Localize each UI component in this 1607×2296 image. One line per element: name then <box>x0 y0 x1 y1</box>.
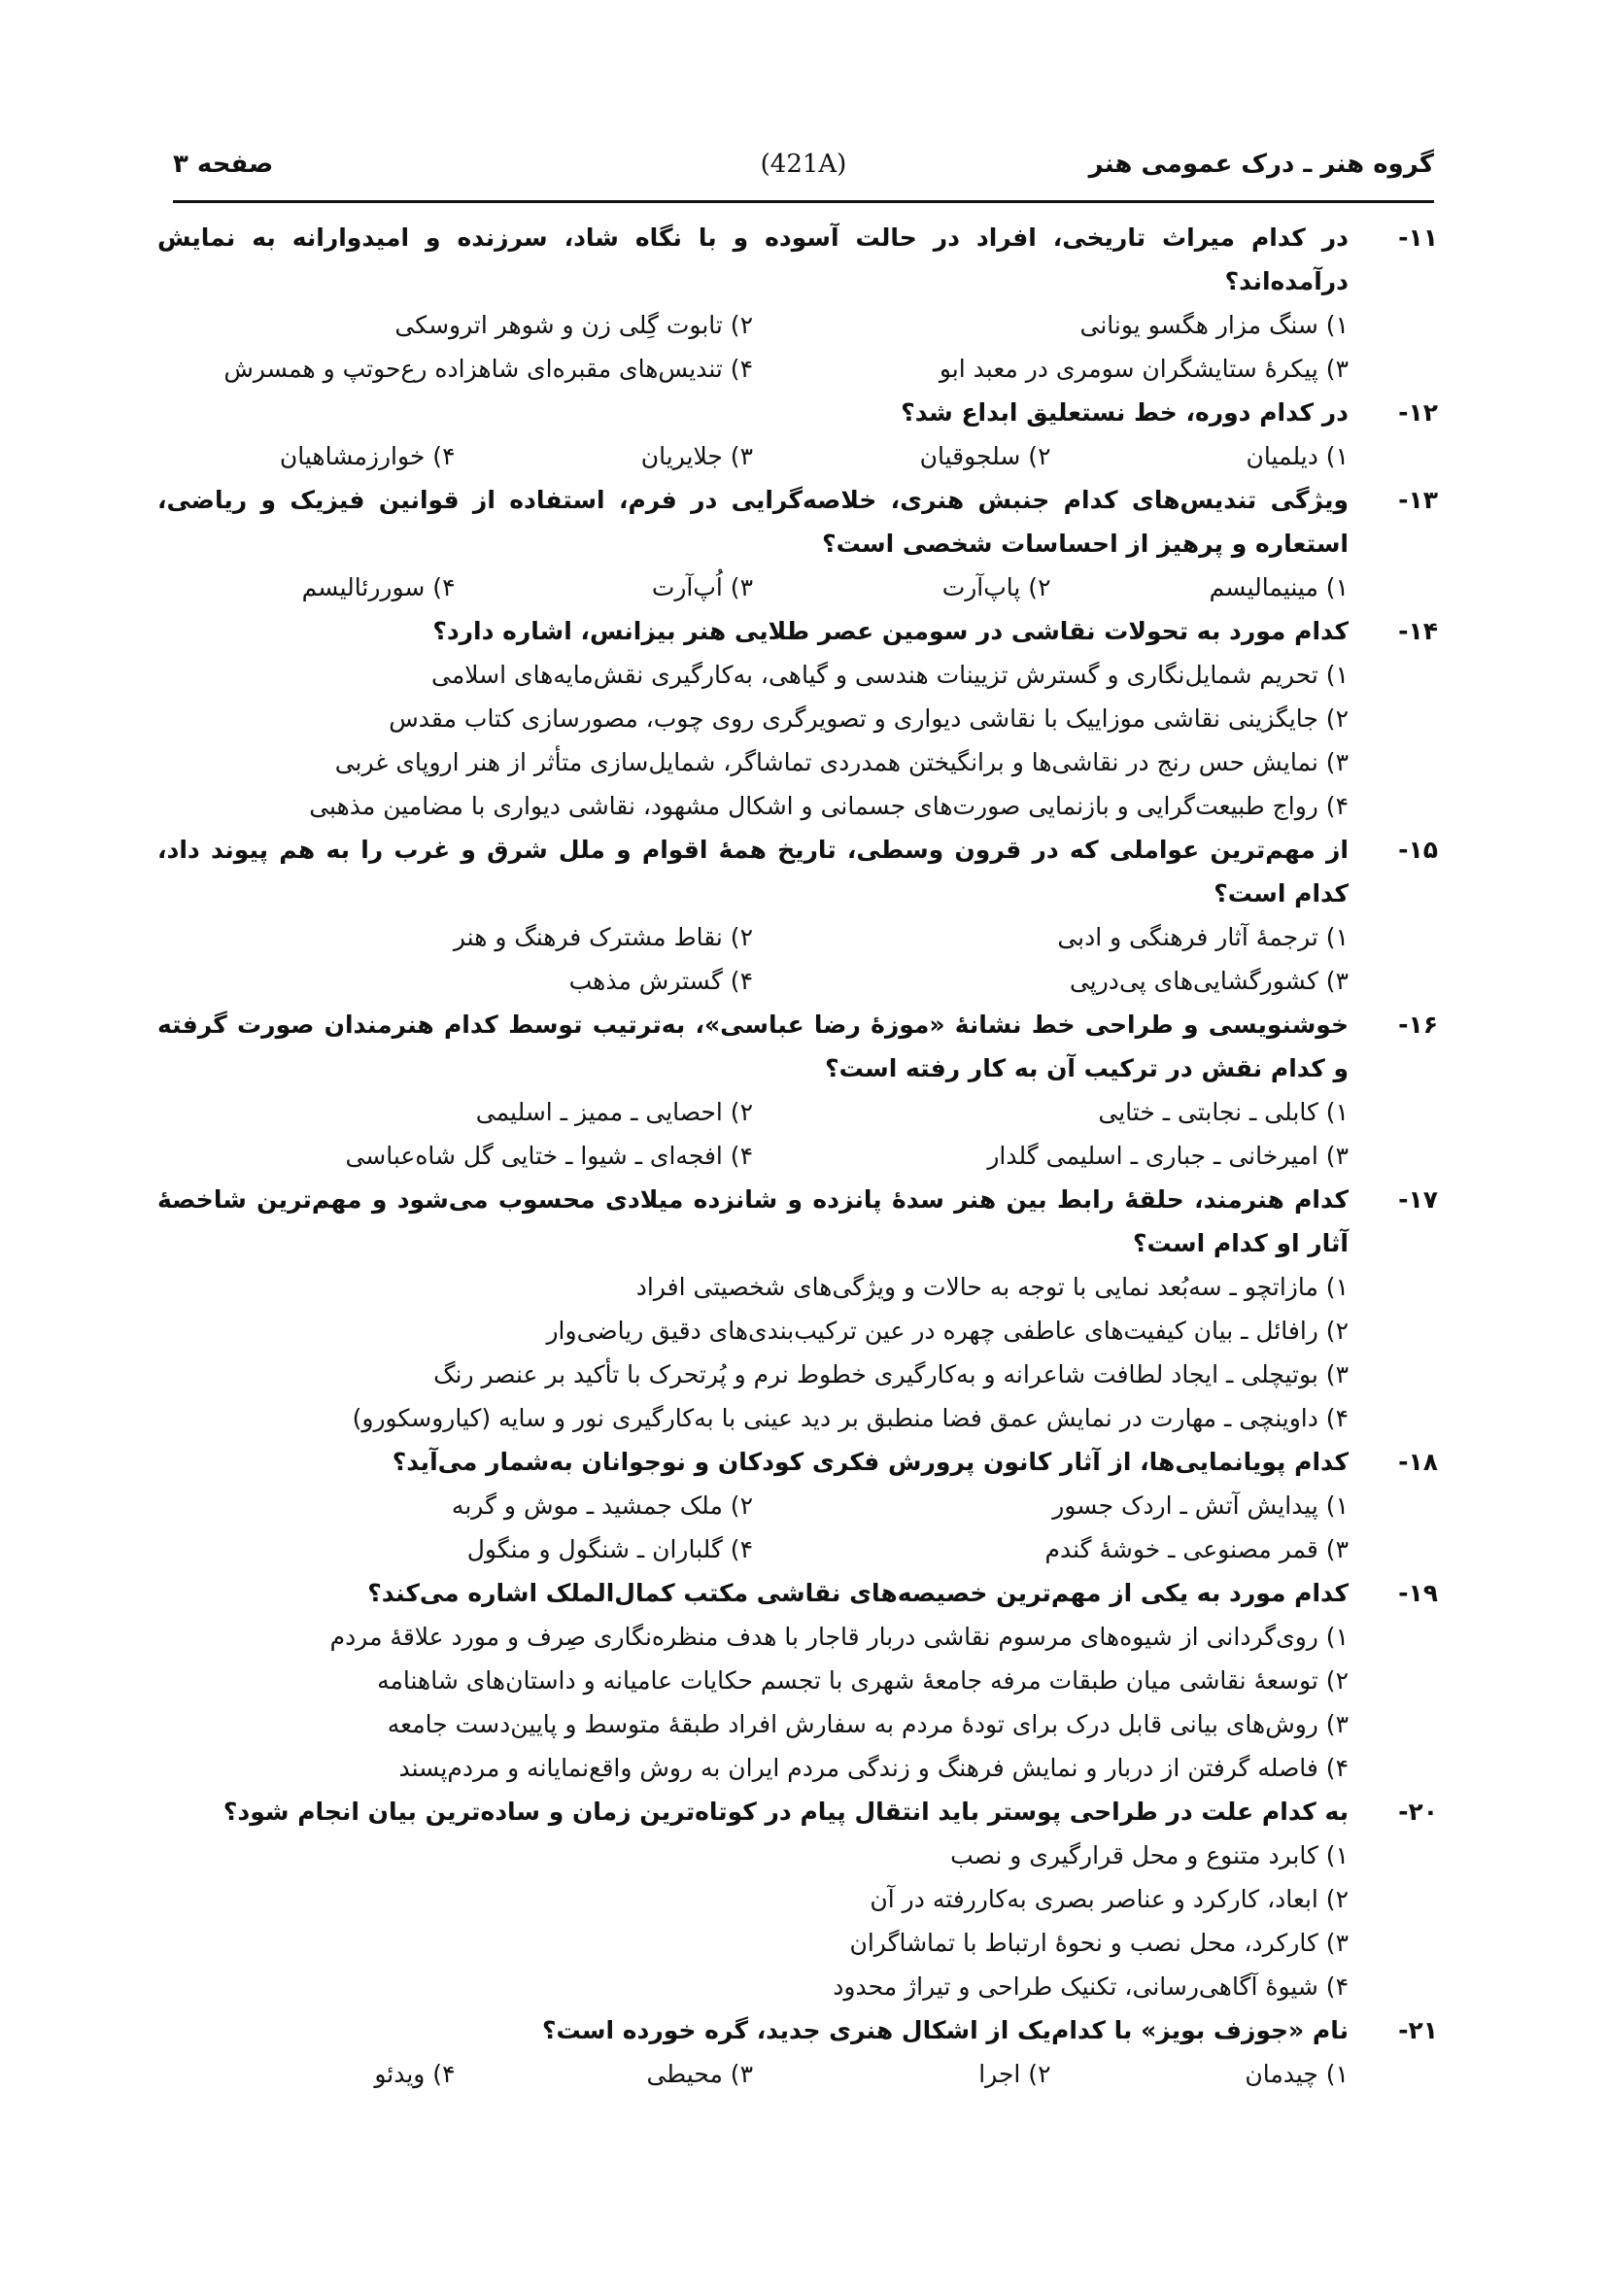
question-text: نام «جوزف بویز» با کدام‌یک از اشکال هنری جدید، گره خورده است؟ <box>541 2016 1349 2044</box>
option-1[interactable]: ۱) پیدایش آتش ـ اردک جسور <box>1052 1491 1349 1520</box>
option-2[interactable]: ۲) سلجوقیان <box>919 442 1051 470</box>
option-4[interactable]: ۴) تندیس‌های مقبره‌ای شاهزاده رع‌حوتپ و همسرش <box>223 355 753 383</box>
question-11 <box>157 216 1438 391</box>
option-4[interactable]: ۴) فاصله گرفتن از دربار و نمایش فرهنگ و زندگی مردم ایران به روش واقع‌نمایانه و مردم‌پسند <box>398 1754 1349 1782</box>
option-3[interactable]: ۳) امیرخانی ـ جباری ـ اسلیمی گلدار <box>987 1142 1349 1170</box>
option-2[interactable]: ۲) پاپ‌آرت <box>941 573 1051 601</box>
options <box>157 303 1349 391</box>
option-2[interactable]: ۲) رافائل ـ بیان کیفیت‌های عاطفی چهره در عین ترکیب‌بندی‌های دقیق ریاضی‌وار <box>546 1317 1349 1345</box>
question-14 <box>157 609 1438 828</box>
option-2[interactable]: ۲) توسعهٔ نقاشی میان طبقات مرفه جامعهٔ شهری با تجسم حکایات عامیانه و داستان‌های شاهنامه <box>377 1666 1349 1695</box>
booklet-code: (421A) <box>760 150 847 179</box>
question-number: ۱۹- <box>1398 1579 1438 1607</box>
questions-list <box>157 216 1438 2096</box>
option-4[interactable]: ۴) گسترش مذهب <box>568 967 753 995</box>
exam-group-title: گروه هنر ـ درک عمومی هنر <box>1088 150 1434 179</box>
question-number: ۲۱- <box>1398 2016 1438 2044</box>
options <box>157 1833 1349 2008</box>
options <box>157 565 1349 609</box>
option-4[interactable]: ۴) داوینچی ـ مهارت در نمایش عمق فضا منطبق بر دید عینی با به‌کارگیری نور و سایه (کیاروسکورو) <box>352 1404 1349 1432</box>
option-1[interactable]: ۱) روی‌گردانی از شیوه‌های مرسوم نقاشی دربار قاجار با هدف منظره‌نگاری صِرف و مورد علاقهٔ مردم <box>329 1623 1349 1651</box>
option-2[interactable]: ۲) تابوت گِلی زن و شوهر اتروسکی <box>394 311 753 339</box>
header-divider <box>173 200 1434 203</box>
option-1[interactable]: ۱) دیلمیان <box>1246 442 1349 470</box>
question-number: ۱۲- <box>1398 398 1438 427</box>
option-1[interactable]: ۱) سنگ مزار هگسو یونانی <box>1079 311 1349 339</box>
question-number: ۱۱- <box>1398 223 1438 252</box>
option-3[interactable]: ۳) قمر مصنوعی ـ خوشهٔ گندم <box>1044 1535 1349 1563</box>
option-1[interactable]: ۱) کابرد متنوع و محل قرارگیری و نصب <box>950 1841 1349 1869</box>
option-4[interactable]: ۴) ویدئو <box>374 2060 456 2088</box>
question-text: در کدام دوره، خط نستعلیق ابداع شد؟ <box>901 398 1349 427</box>
options <box>157 1265 1349 1440</box>
options <box>157 915 1349 1003</box>
question-number: ۲۰- <box>1398 1798 1438 1826</box>
question-18 <box>157 1440 1438 1571</box>
option-3[interactable]: ۳) جلایریان <box>640 442 753 470</box>
option-1[interactable]: ۱) تحریم شمایل‌نگاری و گسترش تزیینات هندسی و گیاهی، به‌کارگیری نقش‌مایه‌های اسلامی <box>431 661 1349 689</box>
option-3[interactable]: ۳) کشورگشایی‌های پی‌درپی <box>1069 967 1349 995</box>
question-21 <box>157 2008 1438 2096</box>
question-number: ۱۷- <box>1398 1185 1438 1214</box>
option-4[interactable]: ۴) رواج طبیعت‌گرایی و بازنمایی صورت‌های جسمانی و اشکال مشهود، نقاشی دیواری با مضامین مذهبی <box>309 792 1349 820</box>
options <box>157 1090 1349 1178</box>
option-1[interactable]: ۱) مینیمالیسم <box>1209 573 1349 601</box>
question-17 <box>157 1178 1438 1440</box>
options <box>157 1615 1349 1790</box>
option-2[interactable]: ۲) ملک جمشید ـ موش و گربه <box>451 1491 753 1520</box>
option-3[interactable]: ۳) بوتیچلی ـ ایجاد لطافت شاعرانه و به‌کارگیری خطوط نرم و پُرتحرک با تأکید بر عنصر رنگ <box>433 1360 1349 1388</box>
option-2[interactable]: ۲) نقاط مشترک فرهنگ و هنر <box>453 923 753 951</box>
question-number: ۱۳- <box>1398 486 1438 514</box>
question-16 <box>157 1003 1438 1178</box>
question-number: ۱۸- <box>1398 1448 1438 1476</box>
option-4[interactable]: ۴) افجه‌ای ـ شیوا ـ ختایی گل شاه‌عباسی <box>345 1142 753 1170</box>
option-4[interactable]: ۴) گلباران ـ شنگول و منگول <box>466 1535 753 1563</box>
option-4[interactable]: ۴) سوررئالیسم <box>301 573 456 601</box>
option-4[interactable]: ۴) خوارزمشاهیان <box>279 442 456 470</box>
question-number: ۱۴- <box>1398 617 1438 645</box>
option-1[interactable]: ۱) ترجمهٔ آثار فرهنگی و ادبی <box>1057 923 1349 951</box>
option-1[interactable]: ۱) چیدمان <box>1245 2060 1349 2088</box>
options <box>157 2052 1349 2096</box>
option-2[interactable]: ۲) احصایی ـ ممیز ـ اسلیمی <box>475 1098 753 1126</box>
question-text: به کدام علت در طراحی پوستر باید انتقال پیام در کوتاه‌ترین زمان و ساده‌ترین بیان انجام شود؟ <box>222 1798 1349 1826</box>
option-3[interactable]: ۳) نمایش حس رنج در نقاشی‌ها و برانگیختن همدردی تماشاگر، شمایل‌سازی متأثر از هنر اروپای غربی <box>334 748 1349 776</box>
question-text: در کدام میراث تاریخی، افراد در حالت آسوده و با نگاه شاد، سرزنده و امیدوارانه به نمایش درآمده‌اند؟ <box>157 223 1349 295</box>
option-2[interactable]: ۲) اجرا <box>978 2060 1051 2088</box>
option-2[interactable]: ۲) جایگزینی نقاشی موزاییک با نقاشی دیواری و تصویرگری روی چوب، مصورسازی کتاب مقدس <box>389 704 1349 733</box>
option-3[interactable]: ۳) اُپ‌آرت <box>651 573 753 601</box>
question-text: کدام پویانمایی‌ها، از آثار کانون پرورش فکری کودکان و نوجوانان به‌شمار می‌آید؟ <box>392 1448 1349 1476</box>
question-text: ویژگی تندیس‌های کدام جنبش هنری، خلاصه‌گرایی در فرم، استفاده از قوانین فیزیک و ریاضی، استعاره و پرهیز از احساسات شخصی است؟ <box>157 486 1349 558</box>
options <box>157 434 1349 478</box>
option-4[interactable]: ۴) شیوهٔ آگاهی‌رسانی، تکنیک طراحی و تیراژ محدود <box>833 1972 1349 2001</box>
option-3[interactable]: ۳) کارکرد، محل نصب و نحوهٔ ارتباط با تماشاگران <box>849 1929 1349 1957</box>
question-text: کدام هنرمند، حلقهٔ رابط بین هنر سدهٔ پانزده و شانزده میلادی محسوب می‌شود و مهم‌ترین شاخصهٔ آثار او کدام است؟ <box>157 1185 1349 1257</box>
question-19 <box>157 1571 1438 1790</box>
question-number: ۱۶- <box>1398 1011 1438 1039</box>
option-3[interactable]: ۳) روش‌های بیانی قابل درک برای تودهٔ مردم به سفارش افراد طبقهٔ متوسط و پایین‌دست جامعه <box>387 1710 1349 1738</box>
page-number: صفحه ۳ <box>173 150 274 179</box>
question-15 <box>157 828 1438 1003</box>
option-1[interactable]: ۱) مازاتچو ـ سه‌بُعد نمایی با توجه به حالات و ویژگی‌های شخصیتی افراد <box>635 1273 1349 1301</box>
option-3[interactable]: ۳) محیطی <box>646 2060 753 2088</box>
question-13 <box>157 478 1438 609</box>
question-20 <box>157 1790 1438 2008</box>
question-text: خوشنویسی و طراحی خط نشانهٔ «موزهٔ رضا عباسی»، به‌ترتیب توسط کدام هنرمندان صورت گرفته و کدام نقش در ترکیب آن به کار رفته است؟ <box>157 1011 1349 1082</box>
options <box>157 653 1349 828</box>
question-text: از مهم‌ترین عواملی که در قرون وسطی، تاریخ همهٔ اقوام و ملل شرق و غرب را به هم پیوند داد، کدام است؟ <box>157 836 1349 908</box>
question-text: کدام مورد به تحولات نقاشی در سومین عصر طلایی هنر بیزانس، اشاره دارد؟ <box>432 617 1349 645</box>
question-number: ۱۵- <box>1398 836 1438 864</box>
option-3[interactable]: ۳) پیکرهٔ ستایشگران سومری در معبد ابو <box>939 355 1349 383</box>
options <box>157 1484 1349 1571</box>
page-header <box>173 146 1434 190</box>
option-2[interactable]: ۲) ابعاد، کارکرد و عناصر بصری به‌کاررفته در آن <box>870 1885 1349 1913</box>
question-12 <box>157 391 1438 478</box>
option-1[interactable]: ۱) کابلی ـ نجابتی ـ ختایی <box>1098 1098 1349 1126</box>
question-text: کدام مورد به یکی از مهم‌ترین خصیصه‌های نقاشی مکتب کمال‌الملک اشاره می‌کند؟ <box>367 1579 1349 1607</box>
